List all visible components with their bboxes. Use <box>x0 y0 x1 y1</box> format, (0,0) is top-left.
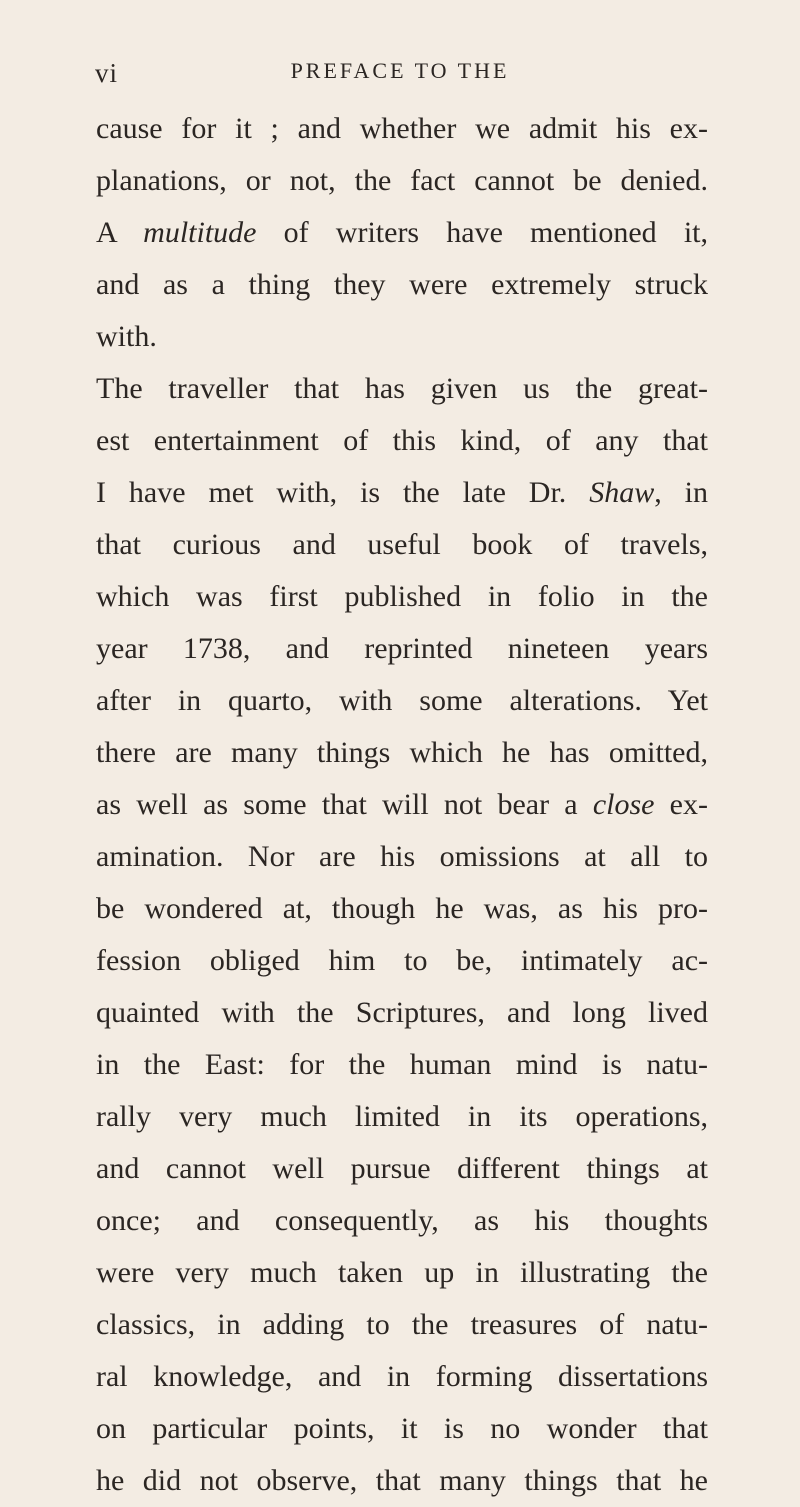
text-line <box>96 883 708 935</box>
text-line <box>96 1039 708 1091</box>
text-line <box>96 207 708 259</box>
text-run: of writers have mentioned it, <box>256 216 708 249</box>
text-line <box>96 1091 708 1143</box>
text-line <box>96 415 708 467</box>
text-run: after in quarto, with some alterations. Yet <box>96 684 708 717</box>
text-run: est entertainment of this kind, of any that <box>96 424 708 457</box>
text-run: cause for it ; and whether we admit his ex- <box>96 112 708 145</box>
text-line <box>96 259 708 311</box>
text-line <box>96 831 708 883</box>
text-line <box>96 675 708 727</box>
text-line <box>96 1247 708 1299</box>
text-run: The traveller that has given us the great- <box>96 372 708 405</box>
text-run: that curious and useful book of travels, <box>96 528 708 561</box>
page-number: vi <box>95 58 119 88</box>
italic-word: close <box>592 788 655 821</box>
text-line <box>96 467 708 519</box>
text-line <box>96 519 708 571</box>
italic-word: Shaw <box>589 476 655 509</box>
text-line <box>96 571 708 623</box>
text-run: I have met with, is the late Dr. <box>96 476 590 509</box>
text-run: and cannot well pursue different things at <box>96 1152 708 1185</box>
text-run: in the East: for the human mind is natu- <box>96 1048 708 1081</box>
running-head: PREFACE TO THE <box>290 58 510 83</box>
text-line <box>96 779 708 831</box>
italic-word: multitude <box>143 216 257 249</box>
text-run: ral knowledge, and in forming dissertations <box>96 1360 708 1393</box>
text-line <box>96 311 708 363</box>
text-run: on particular points, it is no wonder that <box>96 1412 708 1445</box>
text-run: fession obliged him to be, intimately ac- <box>96 944 708 977</box>
text-run: year 1738, and reprinted nineteen years <box>96 632 708 665</box>
text-run: A <box>96 216 144 249</box>
text-line <box>96 363 708 415</box>
text-line <box>96 1195 708 1247</box>
text-line <box>96 935 708 987</box>
text-run: amination. Nor are his omissions at all to <box>96 840 708 873</box>
text-run: be wondered at, though he was, as his pro- <box>96 892 708 925</box>
text-line <box>96 623 708 675</box>
text-run: with. <box>96 320 157 353</box>
text-run: once; and consequently, as his thoughts <box>96 1204 708 1237</box>
text-run: were very much taken up in illustrating the <box>96 1256 708 1289</box>
text-line <box>96 727 708 779</box>
text-run: planations, or not, the fact cannot be denied. <box>96 164 708 197</box>
text-line <box>96 1299 708 1351</box>
body-text <box>96 103 708 1507</box>
text-line <box>96 1351 708 1403</box>
page-header <box>0 58 800 94</box>
text-run: rally very much limited in its operations, <box>96 1100 708 1133</box>
text-run: he did not observe, that many things that he <box>96 1464 708 1497</box>
text-line <box>96 987 708 1039</box>
text-line <box>96 155 708 207</box>
text-run: which was first published in folio in the <box>96 580 708 613</box>
text-run: there are many things which he has omitted, <box>96 736 708 769</box>
text-run: classics, in adding to the treasures of natu- <box>96 1308 708 1341</box>
text-run: ex- <box>654 788 708 821</box>
text-line <box>96 1455 708 1507</box>
text-line <box>96 1143 708 1195</box>
text-run: quainted with the Scriptures, and long lived <box>96 996 708 1029</box>
text-run: as well as some that will not bear a <box>96 788 593 821</box>
text-run: , in <box>654 476 708 509</box>
text-run: and as a thing they were extremely struck <box>96 268 708 301</box>
text-line <box>96 1403 708 1455</box>
text-line <box>96 103 708 155</box>
